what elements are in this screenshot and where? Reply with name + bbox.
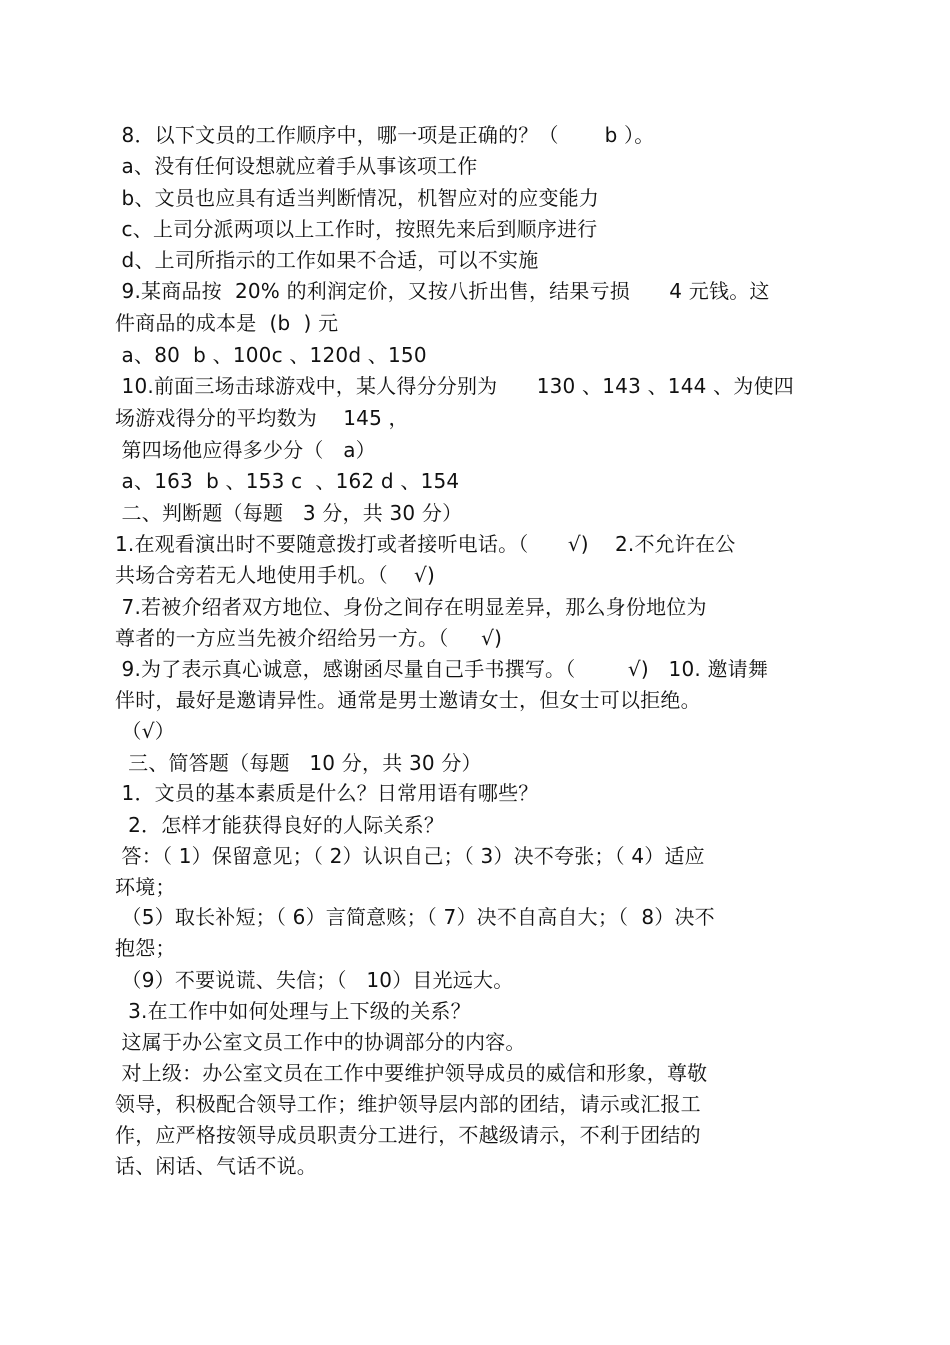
question-9-cont: 件商品的成本是 (b ) 元 [115,311,339,335]
short-question-3: 3.在工作中如何处理与上下级的关系？ [115,999,471,1023]
answer-3-line-1: 这属于办公室文员工作中的协调部分的内容。 [115,1030,526,1054]
judge-7-cont: 尊者的一方应当先被介绍给另一方。（ √) [115,626,503,650]
question-10-ask: 第四场他应得多少分（ a） [115,438,376,462]
section-2-heading: 二、判断题（每题 3 分，共 30 分） [115,501,463,525]
question-9-options: a、80 b 、100c 、120d 、150 [115,343,427,367]
answer-2-line-3: （5）取长补短；（ 6）言简意赅；（ 7）决不自高自大；（ 8）决不 [115,905,715,929]
question-10-options: a、163 b 、153 c 、162 d 、154 [115,469,460,493]
answer-3-line-4: 作，应严格按领导成员职责分工进行，不越级请示，不利于团结的 [115,1123,701,1147]
judge-10-cont: 伴时，最好是邀请异性。通常是男士邀请女士，但女士可以拒绝。 [115,688,701,712]
option-d: d、上司所指示的工作如果不合适，可以不实施 [115,248,539,272]
answer-2-line-1: 答：（ 1）保留意见；（ 2）认识自己；（ 3）决不夸张；（ 4）适应 [115,844,705,868]
short-question-1: 1．文员的基本素质是什么？日常用语有哪些？ [115,781,539,805]
answer-3-line-2: 对上级：办公室文员在工作中要维护领导成员的威信和形象，尊敬 [115,1061,708,1085]
answer-2-line-5: （9）不要说谎、失信；（ 10）目光远大。 [115,968,514,992]
answer-3-line-5: 话、闲话、气话不说。 [115,1154,317,1178]
judge-1-2: 1.在观看演出时不要随意拨打或者接听电话。（ √) 2.不允许在公 [115,532,736,556]
question-9: 9.某商品按 20% 的利润定价，又按八折出售，结果亏损 4 元钱。这 [115,279,770,303]
option-c: c、上司分派两项以上工作时，按照先来后到顺序进行 [115,217,598,241]
judge-9-10: 9.为了表示真心诚意，感谢函尽量自己手书撰写。（ √) 10. 邀请舞 [115,657,769,681]
option-b: b、文员也应具有适当判断情况，机智应对的应变能力 [115,186,600,210]
short-question-2: 2．怎样才能获得良好的人际关系？ [115,813,445,837]
judge-7: 7.若被介绍者双方地位、身份之间存在明显差异，那么身份地位为 [115,595,707,619]
question-10: 10.前面三场击球游戏中，某人得分分别为 130 、143 、144 、为使四 [115,374,794,398]
judge-10-answer: （√） [115,719,175,743]
answer-2-line-2: 环境； [115,875,176,899]
question-10-cont: 场游戏得分的平均数为 145 ， [115,406,409,430]
question-8: 8．以下文员的工作顺序中，哪一项是正确的？（ b ）。 [115,123,655,147]
judge-2-cont: 共场合旁若无人地使用手机。（ √) [115,563,435,587]
option-a: a、没有任何设想就应着手从事该项工作 [115,154,478,178]
answer-3-line-3: 领导，积极配合领导工作；维护领导层内部的团结，请示或汇报工 [115,1092,701,1116]
answer-2-line-4: 抱怨； [115,936,176,960]
section-3-heading: 三、简答题（每题 10 分，共 30 分） [115,751,482,775]
